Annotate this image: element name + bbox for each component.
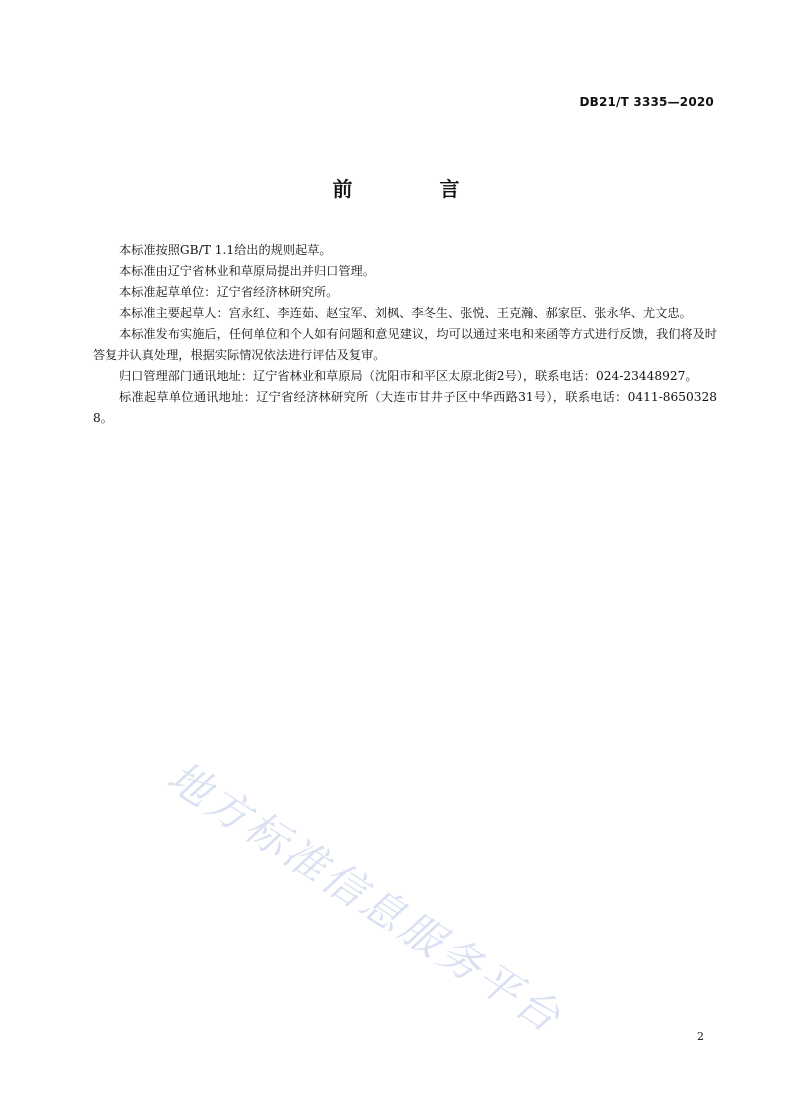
paragraph-admin-address: 归口管理部门通讯地址：辽宁省林业和草原局（沈阳市和平区太原北街2号），联系电话：024-23448927。 [119, 369, 698, 383]
paragraph-proposer: 本标准由辽宁省林业和草原局提出并归口管理。 [119, 264, 375, 278]
watermark: 地方标准信息服务平台 [158, 751, 572, 1044]
paragraph-drafting-unit: 本标准起草单位：辽宁省经济林研究所。 [119, 285, 339, 299]
paragraph-unit-address: 标准起草单位通讯地址：辽宁省经济林研究所（大连市甘井子区中华西路31号），联系电话：0411-86503288。 [93, 390, 717, 425]
paragraph-feedback: 本标准发布实施后，任何单位和个人如有问题和意见建议，均可以通过来电和来函等方式进行反馈，我们将及时答复并认真处理，根据实际情况依法进行评估及复审。 [93, 327, 717, 362]
page-title: 前 言 [332, 177, 500, 201]
paragraph-drafting-rules: 本标准按照GB/T 1.1给出的规则起草。 [119, 243, 332, 257]
document-code: DB21/T 3335—2020 [579, 95, 714, 109]
page-number: 2 [697, 1030, 704, 1043]
paragraph-drafters: 本标准主要起草人：宫永红、李连茹、赵宝军、刘枫、李冬生、张悦、王克瀚、郝家臣、张永华、尤文忠。 [119, 306, 692, 320]
foreword-body [93, 240, 717, 429]
